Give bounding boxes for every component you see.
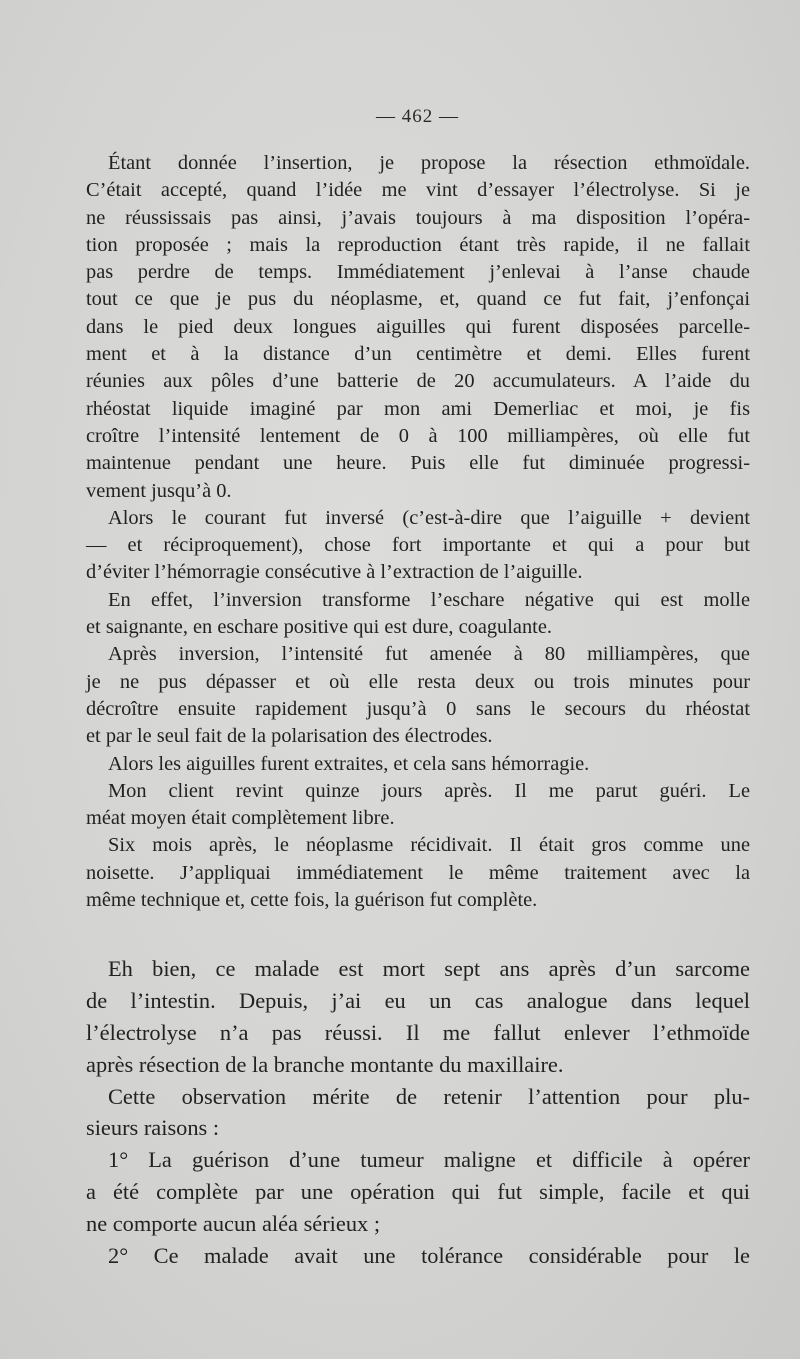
text-line: 1° La guérison d’une tumeur maligne et difficile à opérer — [108, 1147, 750, 1173]
text-line: de l’intestin. Depuis, j’ai eu un cas analogue dans lequel — [86, 987, 750, 1013]
text-line: Eh bien, ce malade est mort sept ans après d’un sarcome — [108, 956, 750, 981]
text-line: Cette observation mérite de retenir l’attention pour plu- — [108, 1083, 750, 1109]
text-line: Après inversion, l’intensité fut amenée à 80 milliampères, que — [108, 643, 750, 666]
text-block-small-print — [86, 150, 750, 914]
text-line: dans le pied deux longues aiguilles qui furent disposées parcelle- — [86, 315, 750, 338]
text-line: Six mois après, le néoplasme récidivait. Il était gros comme une — [108, 834, 750, 857]
text-line: En effet, l’inversion transforme l’eschare négative qui est molle — [108, 588, 750, 611]
text-line: maintenue pendant une heure. Puis elle fut diminuée progressi- — [86, 452, 750, 475]
text-line: et par le seul fait de la polarisation des électrodes. — [86, 725, 493, 748]
text-line: après résection de la branche montante du maxillaire. — [86, 1051, 564, 1077]
text-line: ne réussissais pas ainsi, j’avais toujours à ma disposition l’opéra- — [86, 206, 750, 229]
text-line: et saignante, en eschare positive qui est dure, coagulante. — [86, 616, 552, 639]
text-line: Alors les aiguilles furent extraites, et cela sans hémorragie. — [108, 752, 590, 775]
text-line: Alors le courant fut inversé (c’est-à-dire que l’aiguille + devient — [108, 506, 750, 529]
text-line: pas perdre de temps. Immédiatement j’enlevai à l’anse chaude — [86, 261, 750, 284]
text-line: C’était accepté, quand l’idée me vint d’essayer l’électrolyse. Si je — [86, 179, 750, 202]
text-line: 2° Ce malade avait une tolérance considérable pour le — [108, 1243, 750, 1269]
text-line: l’électrolyse n’a pas réussi. Il me fallut enlever l’ethmoïde — [86, 1019, 750, 1045]
text-line: décroître ensuite rapidement jusqu’à 0 sans le secours du rhéostat — [86, 697, 750, 720]
text-line: Étant donnée l’insertion, je propose la résection ethmoïdale. — [108, 152, 750, 174]
text-line: réunies aux pôles d’une batterie de 20 accumulateurs. A l’aide du — [86, 370, 750, 393]
text-line: méat moyen était complètement libre. — [86, 807, 395, 830]
text-line: a été complète par une opération qui fut simple, facile et qui — [86, 1179, 750, 1205]
text-line: ment et à la distance d’un centimètre et demi. Elles furent — [86, 343, 750, 366]
text-line: — et réciproquement), chose fort importante et qui a pour but — [86, 534, 750, 557]
text-line: noisette. J’appliquai immédiatement le même traitement avec la — [86, 861, 750, 884]
text-line: rhéostat liquide imaginé par mon ami Demerliac et moi, je fis — [86, 397, 750, 420]
text-line: tion proposée ; mais la reproduction étant très rapide, il ne fallait — [86, 233, 750, 256]
text-line: Mon client revint quinze jours après. Il me parut guéri. Le — [108, 779, 750, 802]
text-line: d’éviter l’hémorragie consécutive à l’extraction de l’aiguille. — [86, 561, 583, 584]
text-line: même technique et, cette fois, la guérison fut complète. — [86, 889, 538, 912]
text-line: vement jusqu’à 0. — [86, 479, 232, 502]
text-line: croître l’intensité lentement de 0 à 100 milliampères, où elle fut — [86, 424, 750, 447]
text-line: ne comporte aucun aléa sérieux ; — [86, 1211, 381, 1237]
page-number: — 462 — — [376, 106, 459, 127]
text-line: je ne pus dépasser et où elle resta deux ou trois minutes pour — [86, 670, 750, 693]
text-line: sieurs raisons : — [86, 1115, 220, 1141]
text-line: tout ce que je pus du néoplasme, et, quand ce fut fait, j’enfonçai — [86, 288, 750, 311]
text-block-large-print — [86, 953, 750, 1272]
